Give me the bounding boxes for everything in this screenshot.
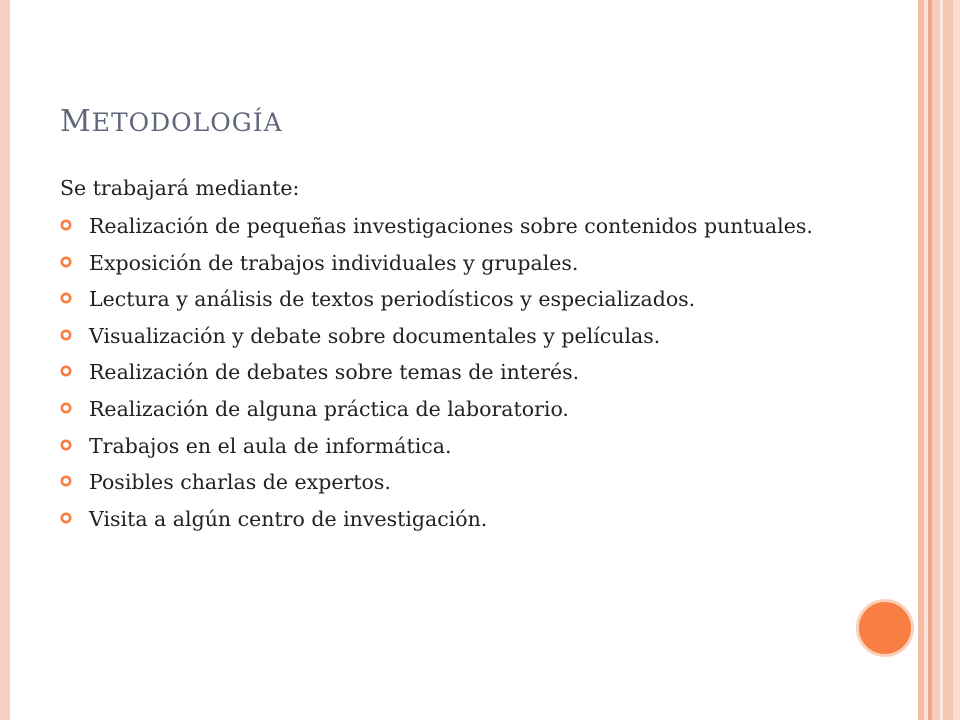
- right-stripe-decoration: [932, 0, 940, 720]
- bullet-list: [60, 212, 850, 533]
- orange-ring-bullet-icon: [60, 439, 72, 451]
- orange-ring-bullet-icon: [60, 219, 72, 231]
- bullet-text: Realización de alguna práctica de laboratorio.: [89, 396, 569, 421]
- orange-ring-bullet-icon: [60, 329, 72, 341]
- bullet-item: [60, 395, 850, 423]
- orange-ring-bullet-icon: [60, 402, 72, 414]
- bullet-text: Realización de pequeñas investigaciones sobre contenidos puntuales.: [89, 214, 813, 238]
- orange-ring-bullet-icon: [60, 365, 72, 377]
- slide-title: [60, 104, 283, 139]
- right-stripe-decoration: [953, 0, 960, 720]
- bullet-item: [60, 505, 850, 533]
- orange-ring-bullet-icon: [60, 475, 72, 487]
- slide-title-initial: M: [60, 104, 92, 139]
- slide-title-rest: ETODOLOGÍA: [91, 108, 283, 137]
- bullet-item: [60, 285, 850, 313]
- bullet-item: [60, 432, 850, 460]
- bullet-text: Realización de debates sobre temas de interés.: [89, 360, 580, 385]
- slide-body: [60, 174, 850, 541]
- orange-ring-bullet-icon: [60, 256, 72, 268]
- bullet-text: Visita a algún centro de investigación.: [89, 506, 488, 531]
- bullet-text: Posibles charlas de expertos.: [89, 470, 391, 495]
- bullet-item: [60, 249, 850, 277]
- bullet-text: Exposición de trabajos individuales y grupales.: [89, 250, 579, 275]
- orange-circle-decoration: [856, 599, 914, 657]
- bullet-text: Lectura y análisis de textos periodísticos y especializados.: [89, 287, 696, 312]
- bullet-item: [60, 322, 850, 350]
- right-stripe-decoration: [943, 0, 953, 720]
- bullet-item: [60, 468, 850, 496]
- bullet-text: Visualización y debate sobre documentales y películas.: [89, 323, 661, 348]
- bullet-item: [60, 212, 850, 240]
- bullet-text: Trabajos en el aula de informática.: [89, 433, 452, 458]
- orange-ring-bullet-icon: [60, 512, 72, 524]
- bullet-item: [60, 358, 850, 386]
- orange-ring-bullet-icon: [60, 292, 72, 304]
- left-border-decoration: [0, 0, 10, 720]
- intro-text: Se trabajará mediante:: [60, 176, 300, 200]
